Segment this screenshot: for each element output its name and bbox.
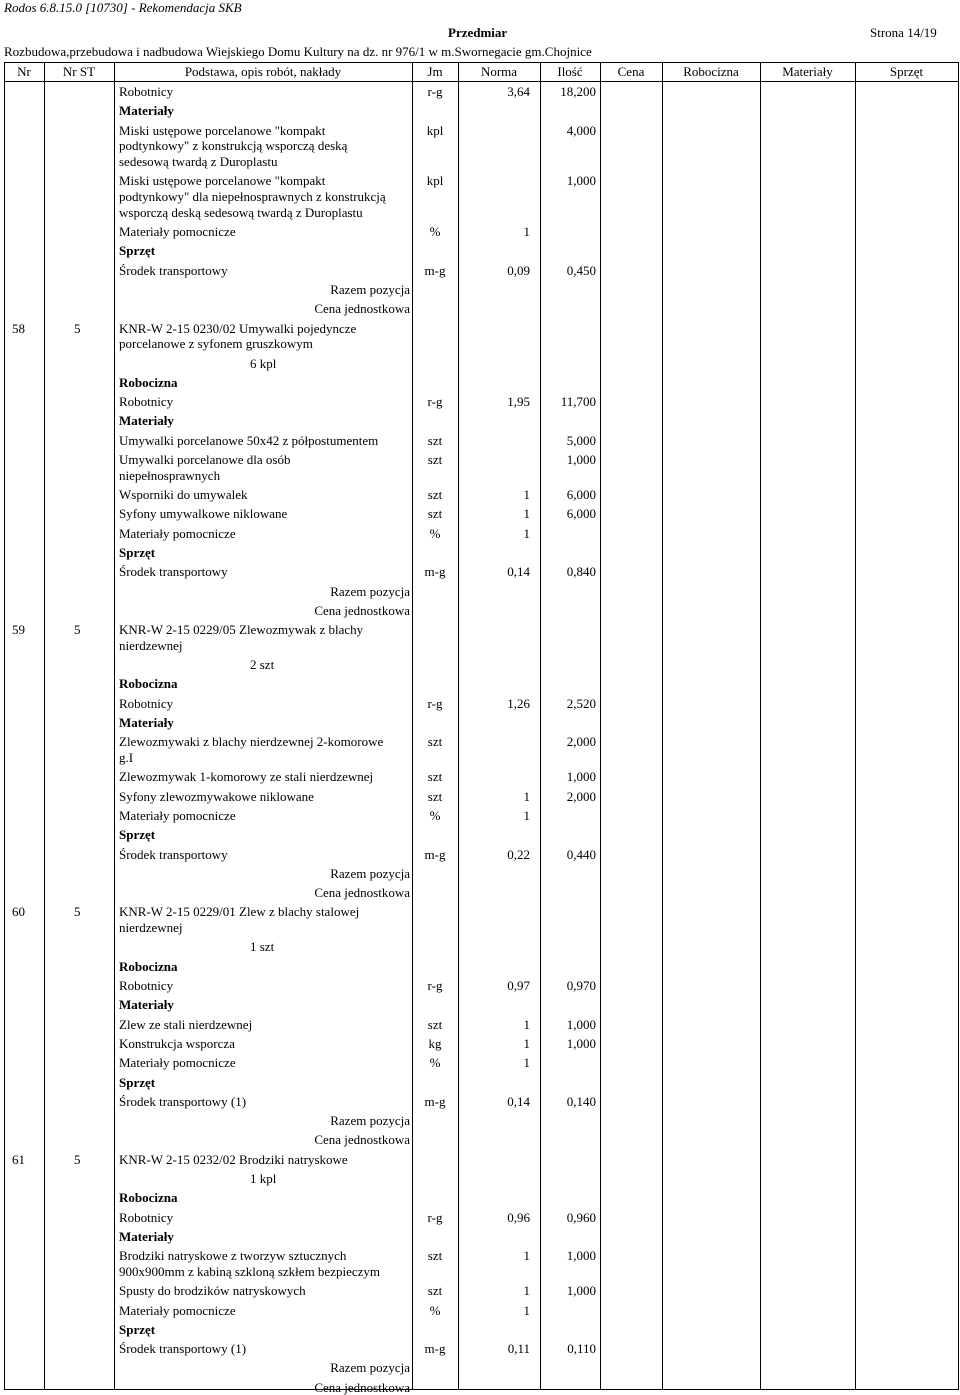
item-description: Materiały pomocnicze	[119, 525, 236, 541]
item-description: Robotnicy	[119, 394, 174, 410]
norm-cell: 1	[523, 224, 530, 239]
section-label: Materiały	[119, 413, 174, 429]
item-description: Zlewozmywak 1-komorowy ze stali nierdzewnej	[119, 769, 374, 785]
norm-cell: 1	[523, 1035, 530, 1051]
spec-number: 5	[74, 320, 81, 336]
norm-cell: 1	[523, 487, 530, 502]
unit-cell: m-g	[424, 1341, 446, 1357]
item-description: nierdzewnej	[119, 637, 183, 653]
item-description: Środek transportowy (1)	[119, 1341, 247, 1357]
item-description: g.I	[119, 750, 134, 765]
column-divider	[662, 62, 663, 1390]
item-description: Środek transportowy	[119, 846, 228, 862]
quantity-cell: 0,110	[567, 1341, 596, 1357]
column-divider	[458, 62, 459, 1390]
column-divider	[4, 62, 5, 1390]
norm-cell: 1,26	[507, 695, 530, 711]
norm-cell: 0,14	[507, 564, 530, 580]
quantity-cell: 5,000	[566, 432, 596, 448]
unit-cell: szt	[427, 769, 443, 785]
page-number: Strona 14/19	[870, 25, 937, 40]
summary-label: Cena jednostkowa	[314, 1379, 410, 1395]
section-label: Materiały	[119, 103, 174, 119]
quantity-cell: 1,000	[566, 1283, 596, 1299]
unit-cell: m-g	[424, 564, 446, 580]
position-number: 60	[12, 904, 25, 920]
section-label: Materiały	[119, 997, 174, 1013]
item-description: Materiały pomocnicze	[119, 1302, 236, 1318]
unit-cell: m-g	[424, 846, 446, 862]
position-quantity: 6 kpl	[250, 355, 277, 371]
column-header: Robocizna	[683, 64, 739, 79]
section-label: Sprzęt	[119, 243, 156, 259]
unit-cell: m-g	[424, 1093, 446, 1109]
column-divider	[600, 62, 601, 1390]
item-description: Miski ustępowe porcelanowe "kompakt	[119, 122, 326, 138]
norm-cell: 1	[523, 807, 530, 823]
norm-cell: 1	[523, 1055, 530, 1071]
unit-cell: %	[429, 1055, 441, 1071]
column-divider	[412, 62, 413, 1390]
spec-number: 5	[74, 904, 81, 920]
quantity-cell: 6,000	[566, 487, 596, 502]
unit-cell: szt	[427, 487, 443, 502]
unit-cell: szt	[427, 452, 443, 467]
item-description: Brodziki natryskowe z tworzyw sztucznych	[119, 1248, 347, 1264]
column-divider	[540, 62, 541, 1390]
unit-cell: r-g	[427, 695, 443, 711]
item-description: Robotnicy	[119, 1209, 174, 1225]
summary-label: Razem pozycja	[330, 281, 410, 297]
quantity-cell: 1,000	[566, 1016, 596, 1032]
section-label: Materiały	[119, 715, 174, 730]
unit-cell: %	[429, 525, 441, 541]
quantity-cell: 2,520	[566, 695, 596, 711]
item-description: niepełnosprawnych	[119, 467, 221, 483]
quantity-cell: 2,000	[566, 734, 596, 750]
item-description: Wsporniki do umywalek	[119, 487, 248, 502]
item-description: Środek transportowy (1)	[119, 1093, 247, 1109]
item-description: Materiały pomocnicze	[119, 224, 236, 239]
norm-cell: 1	[523, 1016, 530, 1032]
column-header: Podstawa, opis robót, nakłady	[184, 64, 342, 79]
norm-cell: 1,95	[507, 394, 530, 410]
norm-cell: 0,14	[507, 1093, 530, 1109]
item-description: Syfony zlewozmywakowe niklowane	[119, 788, 314, 804]
column-divider	[958, 62, 959, 1390]
quantity-cell: 0,970	[566, 978, 596, 993]
item-description: 900x900mm z kabiną szkloną szkłem bezpieczym	[119, 1263, 381, 1279]
unit-cell: r-g	[427, 84, 443, 99]
unit-cell: %	[429, 224, 441, 239]
unit-cell: m-g	[424, 262, 446, 278]
norm-cell: 0,96	[507, 1209, 530, 1225]
quantity-cell: 1,000	[566, 173, 596, 189]
norm-cell: 0,97	[507, 978, 530, 993]
norm-cell: 1	[523, 1302, 530, 1318]
item-description: porcelanowe z syfonem gruszkowym	[119, 336, 313, 352]
item-description: Syfony umywalkowe niklowane	[119, 506, 288, 522]
item-description: Środek transportowy	[119, 262, 228, 278]
unit-cell: kpl	[426, 173, 444, 189]
section-label: Robocizna	[119, 676, 178, 692]
summary-label: Cena jednostkowa	[314, 301, 410, 317]
quantity-cell: 11,700	[560, 394, 596, 410]
item-description: Miski ustępowe porcelanowe "kompakt	[119, 173, 326, 189]
item-description: Materiały pomocnicze	[119, 807, 236, 823]
quantity-cell: 0,840	[566, 564, 596, 580]
item-description: Spusty do brodzików natryskowych	[119, 1283, 306, 1299]
unit-cell: szt	[427, 1283, 443, 1299]
position-quantity: 1 szt	[250, 939, 275, 955]
position-number: 59	[12, 622, 25, 638]
summary-label: Razem pozycja	[330, 865, 410, 881]
column-header: Nr	[17, 64, 31, 79]
item-description: KNR-W 2-15 0230/02 Umywalki pojedyncze	[119, 320, 357, 336]
unit-cell: r-g	[427, 394, 443, 410]
norm-cell: 0,11	[507, 1341, 530, 1357]
item-description: podtynkowy" dla niepełnosprawnych z konstrukcją	[119, 189, 386, 204]
item-description: Konstrukcja wsporcza	[119, 1035, 235, 1051]
section-label: Sprzęt	[119, 544, 156, 560]
norm-cell: 1	[523, 1283, 530, 1299]
item-description: Robotnicy	[119, 84, 174, 99]
column-divider	[114, 62, 115, 1390]
column-header: Ilość	[557, 64, 583, 79]
item-description: Umywalki porcelanowe dla osób	[119, 452, 291, 467]
column-header: Cena	[617, 64, 645, 79]
spec-number: 5	[74, 1151, 81, 1167]
norm-cell: 3,64	[507, 84, 530, 99]
unit-cell: %	[429, 1302, 441, 1318]
header-top-border	[4, 62, 958, 63]
item-description: KNR-W 2-15 0232/02 Brodziki natryskowe	[119, 1151, 348, 1167]
column-header: Norma	[480, 64, 518, 79]
summary-label: Razem pozycja	[330, 583, 410, 599]
quantity-cell: 0,450	[566, 262, 596, 278]
unit-cell: szt	[427, 432, 443, 448]
norm-cell: 1	[523, 525, 530, 541]
unit-cell: kpl	[426, 122, 444, 138]
quantity-cell: 2,000	[566, 788, 596, 804]
quantity-cell: 4,000	[566, 122, 596, 138]
section-label: Sprzęt	[119, 1074, 156, 1090]
position-quantity: 2 szt	[250, 657, 275, 673]
unit-cell: %	[429, 807, 441, 823]
item-description: Zlewozmywaki z blachy nierdzewnej 2-komorowe	[119, 734, 384, 750]
unit-cell: szt	[427, 506, 443, 522]
summary-label: Cena jednostkowa	[314, 602, 410, 618]
item-description: KNR-W 2-15 0229/01 Zlew z blachy stalowej	[119, 904, 360, 920]
summary-label: Razem pozycja	[330, 1360, 410, 1376]
section-label: Materiały	[119, 1228, 174, 1244]
section-label: Robocizna	[119, 958, 178, 974]
item-description: nierdzewnej	[119, 920, 183, 936]
item-description: Środek transportowy	[119, 564, 228, 580]
column-header: Materiały	[782, 64, 833, 79]
item-description: wsporczą deską sedesową twardą z Duroplastu	[119, 204, 363, 220]
quantity-cell: 0,960	[566, 1209, 596, 1225]
position-number: 61	[12, 1151, 25, 1167]
spec-number: 5	[74, 622, 81, 638]
quantity-cell: 1,000	[566, 1248, 596, 1264]
unit-cell: r-g	[427, 978, 443, 993]
column-header: Jm	[427, 64, 443, 79]
norm-cell: 1	[523, 506, 530, 522]
section-label: Robocizna	[119, 374, 178, 390]
item-description: Robotnicy	[119, 695, 174, 711]
document-title: Przedmiar	[448, 25, 508, 40]
unit-cell: szt	[427, 1016, 443, 1032]
norm-cell: 1	[523, 788, 530, 804]
quantity-cell: 0,440	[566, 846, 596, 862]
quantity-cell: 0,140	[566, 1093, 596, 1109]
item-description: Zlew ze stali nierdzewnej	[119, 1016, 253, 1032]
quantity-cell: 1,000	[566, 452, 596, 467]
item-description: podtynkowy" z konstrukcją wsporczą deską	[119, 138, 348, 154]
quantity-cell: 18,200	[560, 84, 596, 99]
section-label: Robocizna	[119, 1190, 178, 1206]
quantity-cell: 6,000	[566, 506, 596, 522]
item-description: KNR-W 2-15 0229/05 Zlewozmywak z blachy	[119, 622, 364, 638]
item-description: Materiały pomocnicze	[119, 1055, 236, 1071]
section-label: Sprzęt	[119, 1321, 156, 1337]
summary-label: Razem pozycja	[330, 1113, 410, 1129]
quantity-cell: 1,000	[566, 769, 596, 785]
app-title: Rodos 6.8.15.0 [10730] - Rekomendacja SKB	[4, 0, 242, 15]
item-description: sedesową twardą z Duroplastu	[119, 154, 278, 169]
position-quantity: 1 kpl	[250, 1171, 277, 1186]
unit-cell: r-g	[427, 1209, 443, 1225]
item-description: Robotnicy	[119, 978, 174, 993]
unit-cell: szt	[427, 788, 443, 804]
column-divider	[855, 62, 856, 1390]
unit-cell: szt	[427, 734, 443, 750]
column-header: Sprzęt	[889, 64, 924, 79]
quantity-cell: 1,000	[566, 1035, 596, 1051]
section-label: Sprzęt	[119, 827, 156, 843]
norm-cell: 0,22	[507, 846, 530, 862]
header-bottom-border	[4, 81, 958, 82]
norm-cell: 0,09	[507, 262, 530, 278]
position-number: 58	[12, 320, 25, 336]
column-divider	[760, 62, 761, 1390]
unit-cell: szt	[427, 1248, 443, 1264]
column-divider	[44, 62, 45, 1390]
column-header: Nr ST	[62, 64, 96, 79]
item-description: Umywalki porcelanowe 50x42 z półpostumentem	[119, 432, 379, 448]
project-title: Rozbudowa,przebudowa i nadbudowa Wiejskiego Domu Kultury na dz. nr 976/1 w m.Swornegacie gm.Chojnice	[4, 44, 592, 59]
unit-cell: kg	[428, 1035, 442, 1051]
summary-label: Cena jednostkowa	[314, 885, 410, 901]
summary-label: Cena jednostkowa	[314, 1132, 410, 1148]
norm-cell: 1	[523, 1248, 530, 1264]
